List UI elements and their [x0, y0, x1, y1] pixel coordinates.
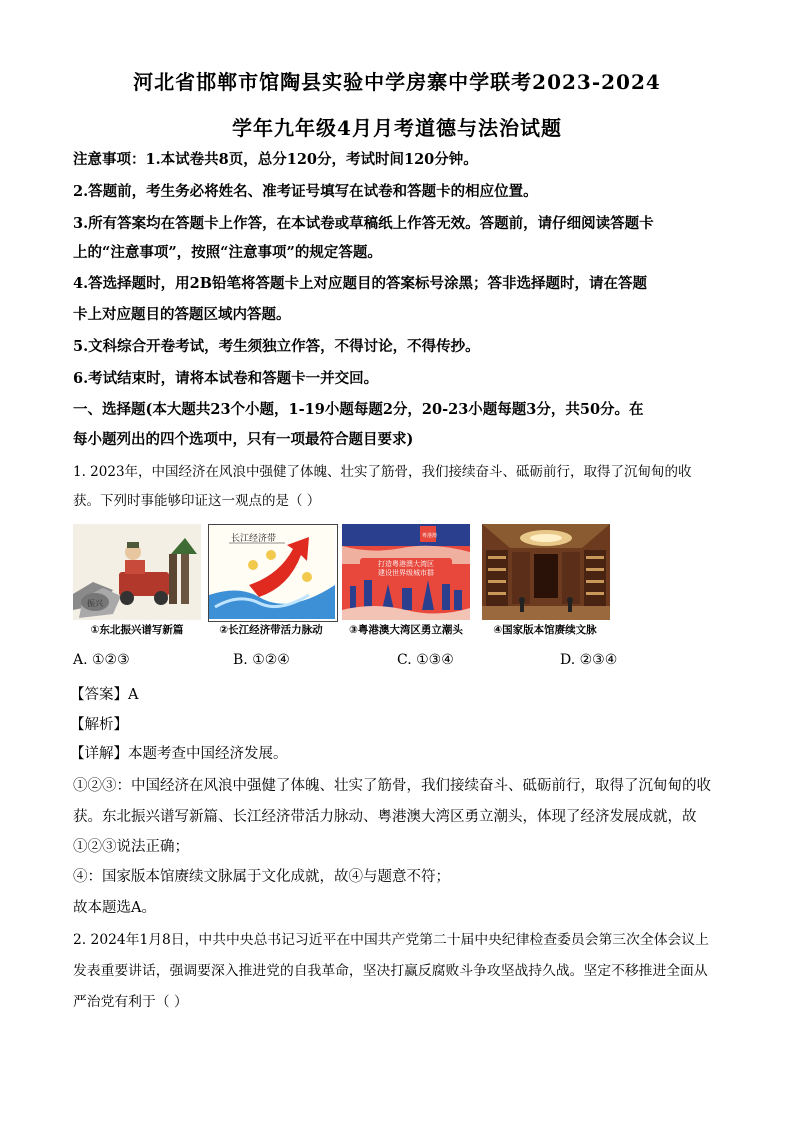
q1-image-4 [482, 524, 610, 620]
q1-analysis-heading: 【解析】 [70, 717, 128, 733]
q1-image-3-caption: ③粤港澳大湾区勇立潮头 [349, 624, 463, 636]
q2-stem-line2: 发表重要讲话，强调要深入推进党的自我革命，坚决打赢反腐败斗争攻坚战持久战。坚定不移推进全面从 [73, 963, 708, 979]
section-heading-line1: 一、选择题(本大题共23个小题，1-19小题每题2分，20-23小题每题3分，共50分。在 [73, 401, 644, 418]
q1-image-2 [208, 524, 338, 622]
notes-line-2: 2.答题前，考生务必将姓名、准考证号填写在试卷和答题卡的相应位置。 [73, 183, 538, 200]
svg-text:粤港澳: 粤港澳 [422, 533, 438, 539]
notes-line-7: 5.文科综合开卷考试，考生须独立作答，不得讨论，不得传抄。 [73, 338, 480, 355]
q2-stem-line1: 2. 2024年1月8日，中共中央总书记习近平在中国共产党第二十届中央纪律检查委员会第三次全体会议上 [73, 932, 709, 948]
q1-answer: 【答案】A [70, 687, 139, 703]
q1-option-b: B. ①②④ [233, 652, 290, 668]
exam-title-line2: 学年九年级4月月考道德与法治试题 [232, 116, 562, 140]
q1-option-c: C. ①③④ [397, 652, 454, 668]
q1-image-1-caption: ①东北振兴谱写新篇 [90, 624, 184, 636]
q1-detail-line1: 【详解】本题考查中国经济发展。 [70, 746, 288, 762]
svg-text:长江经济带: 长江经济带 [231, 534, 277, 544]
q1-detail-line2: ①②③：中国经济在风浪中强健了体魄、壮实了筋骨，我们接续奋斗、砥砺前行，取得了沉甸甸的收 [73, 778, 711, 794]
notes-line-1: 注意事项：1.本试卷共8页，总分120分，考试时间120分钟。 [73, 151, 478, 168]
exam-title-line1: 河北省邯郸市馆陶县实验中学房寨中学联考2023-2024 [133, 70, 661, 94]
notes-line-4: 上的“注意事项”，按照“注意事项”的规定答题。 [73, 244, 382, 261]
q1-image-3 [342, 524, 470, 620]
notes-line-6: 卡上对应题目的答题区域内答题。 [73, 306, 291, 323]
greater-bay-area-poster [342, 524, 470, 620]
yangtze-economic-belt-illustration [209, 525, 335, 619]
notes-line-5: 4.答选择题时，用2B铅笔将答题卡上对应题目的答案标号涂黑；答非选择题时，请在答题 [73, 275, 647, 292]
svg-text:振兴: 振兴 [87, 599, 103, 608]
svg-text:打造粤港澳大湾区: 打造粤港澳大湾区 [378, 560, 434, 568]
q2-stem-line3: 严治党有利于（ ） [73, 994, 188, 1010]
q1-stem-line2: 获。下列时事能够印证这一观点的是（ ） [73, 493, 321, 509]
section-heading-line2: 每小题列出的四个选项中，只有一项最符合题目要求) [73, 431, 414, 448]
q1-detail-line5: ④：国家版本馆赓续文脉属于文化成就，故④与题意不符； [73, 869, 450, 885]
q1-detail-line6: 故本题选A。 [73, 900, 156, 916]
q1-image-2-caption: ②长江经济带活力脉动 [219, 624, 323, 636]
national-archives-hall-photo [482, 524, 610, 620]
q1-image-1 [73, 524, 201, 620]
notes-line-3: 3.所有答案均在答题卡上作答，在本试卷或草稿纸上作答无效。答题前，请仔细阅读答题卡 [73, 215, 654, 232]
q1-option-d: D. ②③④ [560, 652, 618, 668]
q1-detail-line3: 获。东北振兴谱写新篇、长江经济带活力脉动、粤港澳大湾区勇立潮头，体现了经济发展成就，故 [73, 809, 697, 825]
q1-stem-line1: 1. 2023年，中国经济在风浪中强健了体魄、壮实了筋骨，我们接续奋斗、砥砺前行，取得了沉甸甸的收 [73, 464, 692, 480]
q1-detail-line4: ①②③说法正确； [73, 839, 189, 855]
svg-text:建设世界级城市群: 建设世界级城市群 [378, 569, 434, 577]
northeast-cartoon-illustration [73, 524, 201, 620]
q1-option-a: A. ①②③ [73, 652, 130, 668]
q1-image-4-caption: ④国家版本馆赓续文脉 [493, 624, 597, 636]
notes-line-8: 6.考试结束时，请将本试卷和答题卡一并交回。 [73, 370, 379, 387]
